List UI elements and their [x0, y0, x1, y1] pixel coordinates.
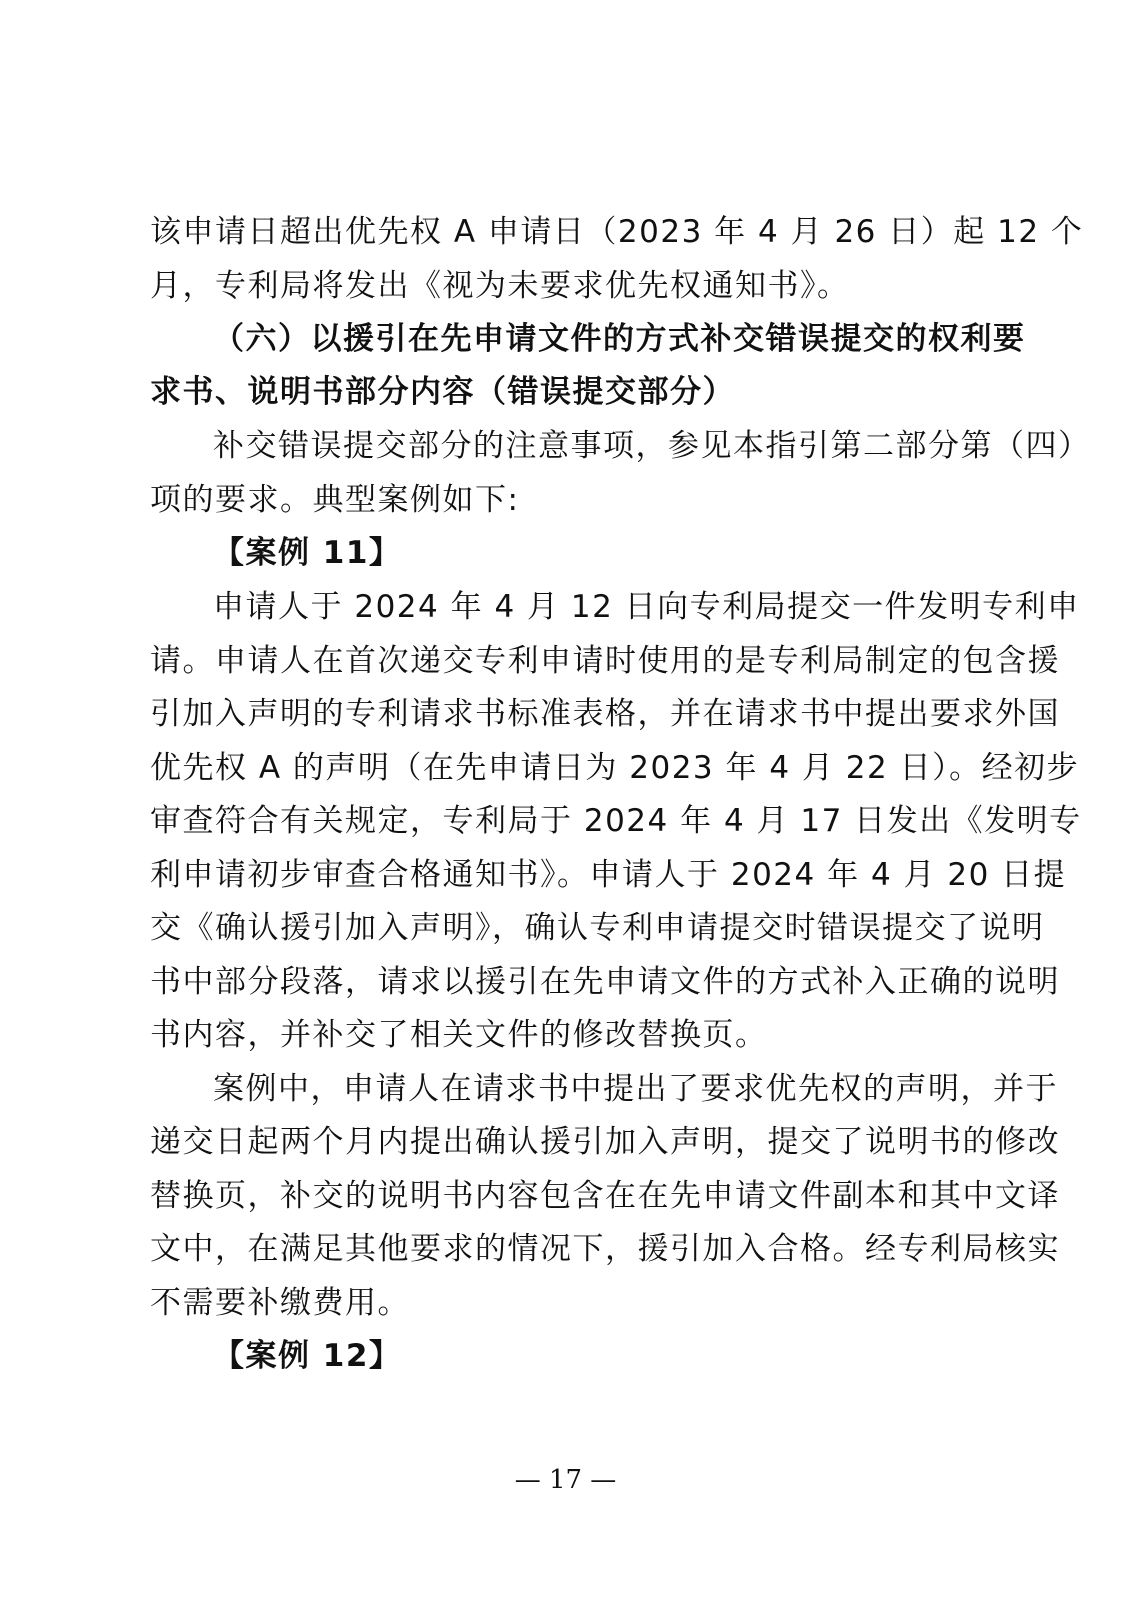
body-line: 文中，在满足其他要求的情况下，援引加入合格。经专利局核实 [150, 1231, 1060, 1267]
body-line: 不需要补缴费用。 [150, 1285, 410, 1321]
body-line: 书中部分段落，请求以援引在先申请文件的方式补入正确的说明 [150, 964, 1060, 1000]
body-line: 优先权 A 的声明（在先申请日为 2023 年 4 月 22 日）。经初步 [150, 750, 1080, 786]
body-line: 项的要求。典型案例如下: [150, 482, 520, 518]
case-heading: 【案例 11】 [213, 535, 402, 571]
body-line: 请。申请人在首次递交专利申请时使用的是专利局制定的包含援 [150, 643, 1060, 679]
body-line: 利申请初步审查合格通知书》。申请人于 2024 年 4 月 20 日提 [150, 857, 1067, 893]
body-line: 案例中，申请人在请求书中提出了要求优先权的声明，并于 [213, 1071, 1058, 1107]
body-line: 申请人于 2024 年 4 月 12 日向专利局提交一件发明专利申 [213, 589, 1080, 625]
body-line: 补交错误提交部分的注意事项，参见本指引第二部分第（四） [213, 428, 1091, 464]
page-number: — 17 — [514, 1465, 617, 1495]
case-heading: 【案例 12】 [213, 1338, 402, 1374]
body-line: 引加入声明的专利请求书标准表格，并在请求书中提出要求外国 [150, 696, 1060, 732]
section-heading-line: 求书、说明书部分内容（错误提交部分） [150, 374, 735, 410]
body-line: 交《确认援引加入声明》，确认专利申请提交时错误提交了说明 [150, 910, 1045, 946]
body-line: 替换页，补交的说明书内容包含在在先申请文件副本和其中文译 [150, 1178, 1060, 1214]
section-heading-line: （六）以援引在先申请文件的方式补交错误提交的权利要 [213, 321, 1026, 357]
body-line: 书内容，并补交了相关文件的修改替换页。 [150, 1017, 768, 1053]
body-line: 递交日起两个月内提出确认援引加入声明，提交了说明书的修改 [150, 1124, 1060, 1160]
body-line: 审查符合有关规定，专利局于 2024 年 4 月 17 日发出《发明专 [150, 803, 1082, 839]
body-line: 月，专利局将发出《视为未要求优先权通知书》。 [150, 268, 850, 304]
body-line: 该申请日超出优先权 A 申请日（2023 年 4 月 26 日）起 12 个 [150, 214, 1084, 250]
